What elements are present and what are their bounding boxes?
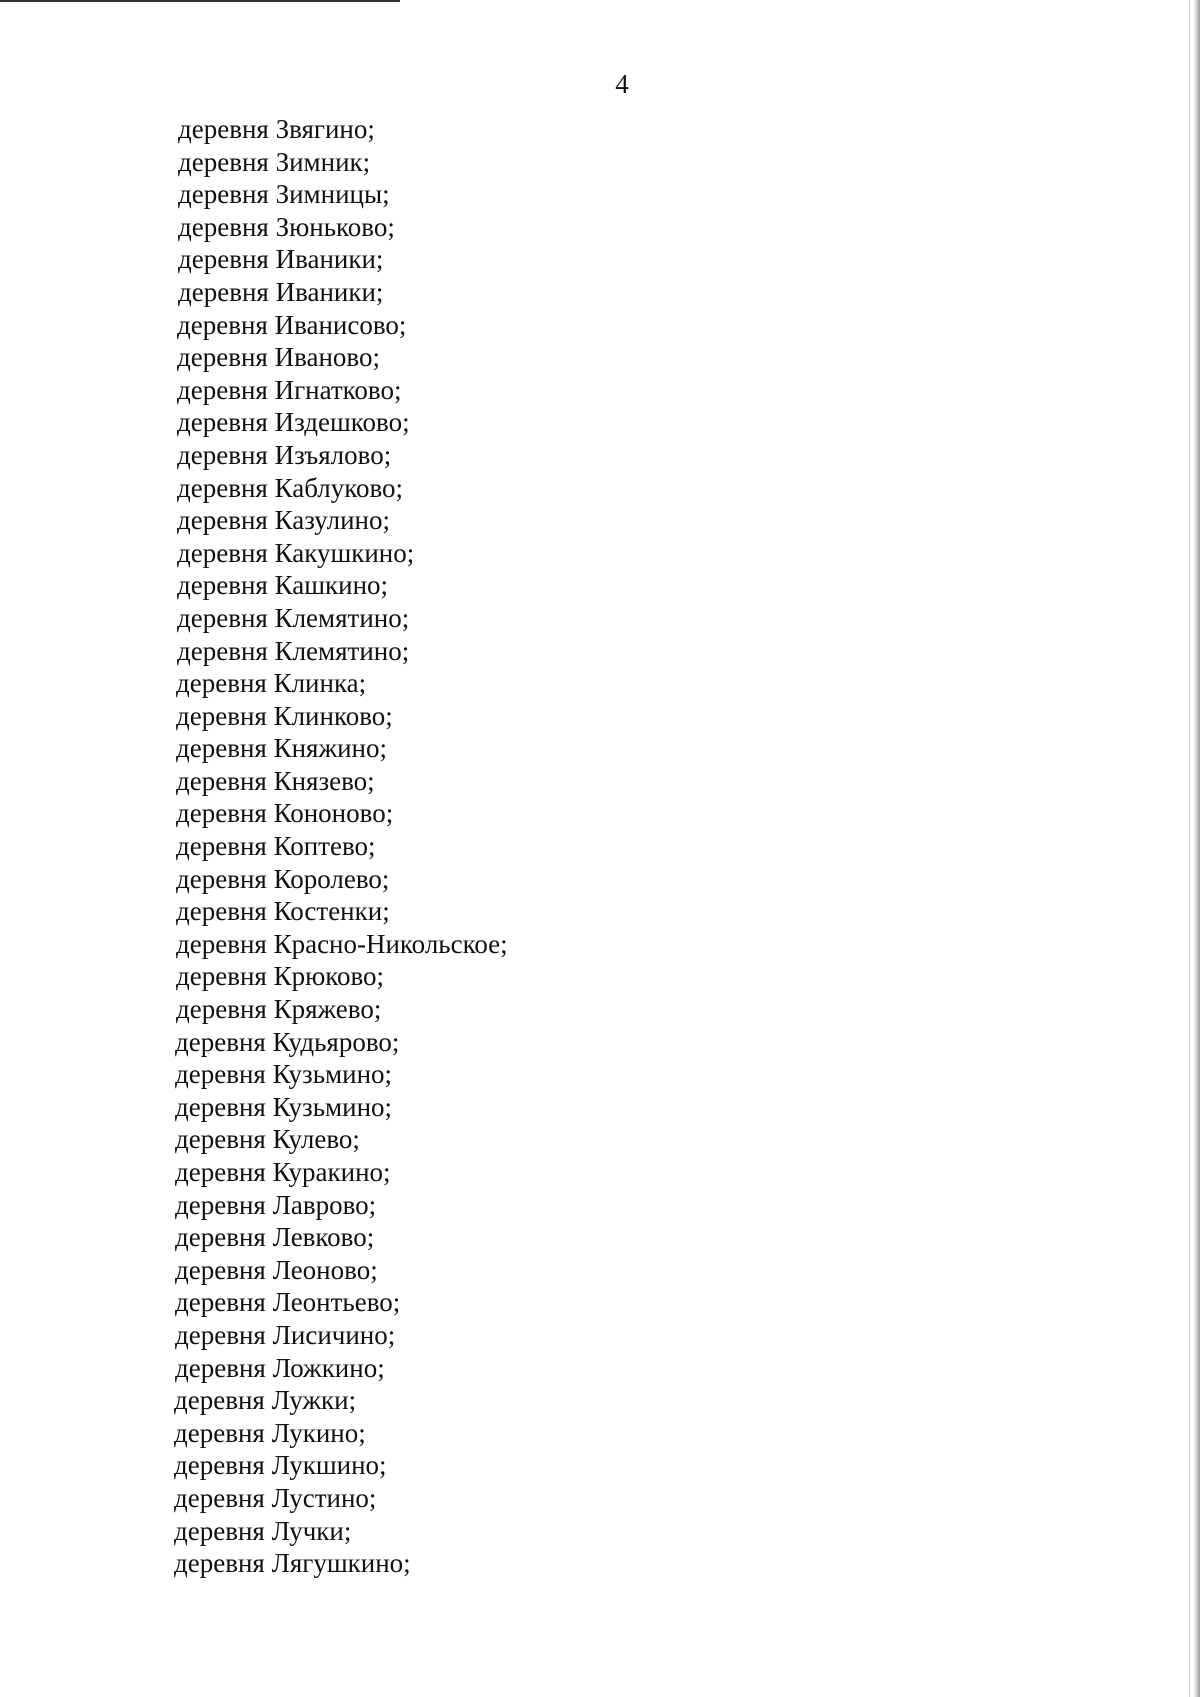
list-item: деревня Какушкино; (177, 537, 415, 568)
list-item: деревня Красно-Никольское; (176, 928, 508, 959)
list-item: деревня Игнатково; (177, 374, 402, 405)
list-item: деревня Звягино; (178, 114, 375, 144)
list-item: деревня Крюково; (176, 961, 385, 992)
page-number: 4 (615, 69, 629, 99)
list-item: деревня Клинково; (176, 700, 393, 731)
list-item: деревня Иваники; (178, 276, 384, 307)
list-item: деревня Лаврово; (175, 1189, 377, 1220)
list-item: деревня Кашкино; (177, 570, 389, 601)
list-item: деревня Кулево; (175, 1124, 360, 1155)
list-item: деревня Зимник; (178, 146, 371, 177)
list-item: деревня Кузьмино; (175, 1091, 393, 1122)
list-item: деревня Кудьярово; (175, 1026, 400, 1057)
list-item: деревня Княжино; (176, 733, 388, 764)
list-item: деревня Князево; (176, 765, 375, 796)
list-item: деревня Костенки; (176, 896, 390, 927)
list-item: деревня Зюньково; (178, 211, 395, 242)
list-item: деревня Иванисово; (177, 309, 407, 340)
list-item: деревня Казулино; (177, 505, 390, 536)
list-item: деревня Иваново; (177, 342, 380, 373)
list-item: деревня Лустино; (174, 1482, 377, 1513)
list-item: деревня Лужки; (174, 1385, 357, 1416)
list-item: деревня Ложкино; (175, 1352, 385, 1383)
list-item: деревня Кряжево; (176, 994, 382, 1025)
list-item: деревня Лукшино; (174, 1450, 387, 1481)
scan-right-edge (1193, 0, 1200, 1697)
list-item: деревня Издешково; (177, 407, 410, 438)
list-item: деревня Иваники; (178, 244, 384, 275)
list-item: деревня Клинка; (176, 668, 367, 699)
list-item: деревня Лучки; (174, 1515, 352, 1546)
list-item: деревня Зимницы; (178, 179, 390, 210)
list-item: деревня Лягушкино; (174, 1548, 411, 1579)
list-item: деревня Королево; (176, 863, 390, 894)
list-item: деревня Коптево; (176, 831, 376, 862)
scan-edge-line (1189, 0, 1190, 1697)
list-item: деревня Леоново; (175, 1254, 378, 1285)
list-item: деревня Изъялово; (177, 439, 392, 470)
list-item: деревня Леонтьево; (175, 1287, 401, 1318)
list-item: деревня Клемятино; (177, 635, 410, 666)
list-item: деревня Лисичино; (175, 1319, 396, 1350)
settlement-list (174, 113, 508, 1580)
list-item: деревня Куракино; (175, 1157, 391, 1187)
list-item: деревня Клемятино; (177, 602, 410, 633)
list-item: деревня Лукино; (174, 1417, 366, 1448)
list-item: деревня Каблуково; (177, 472, 404, 503)
scan-top-line (0, 0, 400, 2)
list-item: деревня Левково; (175, 1222, 375, 1253)
list-item: деревня Кононово; (176, 798, 394, 829)
list-item: деревня Кузьмино; (175, 1059, 393, 1090)
